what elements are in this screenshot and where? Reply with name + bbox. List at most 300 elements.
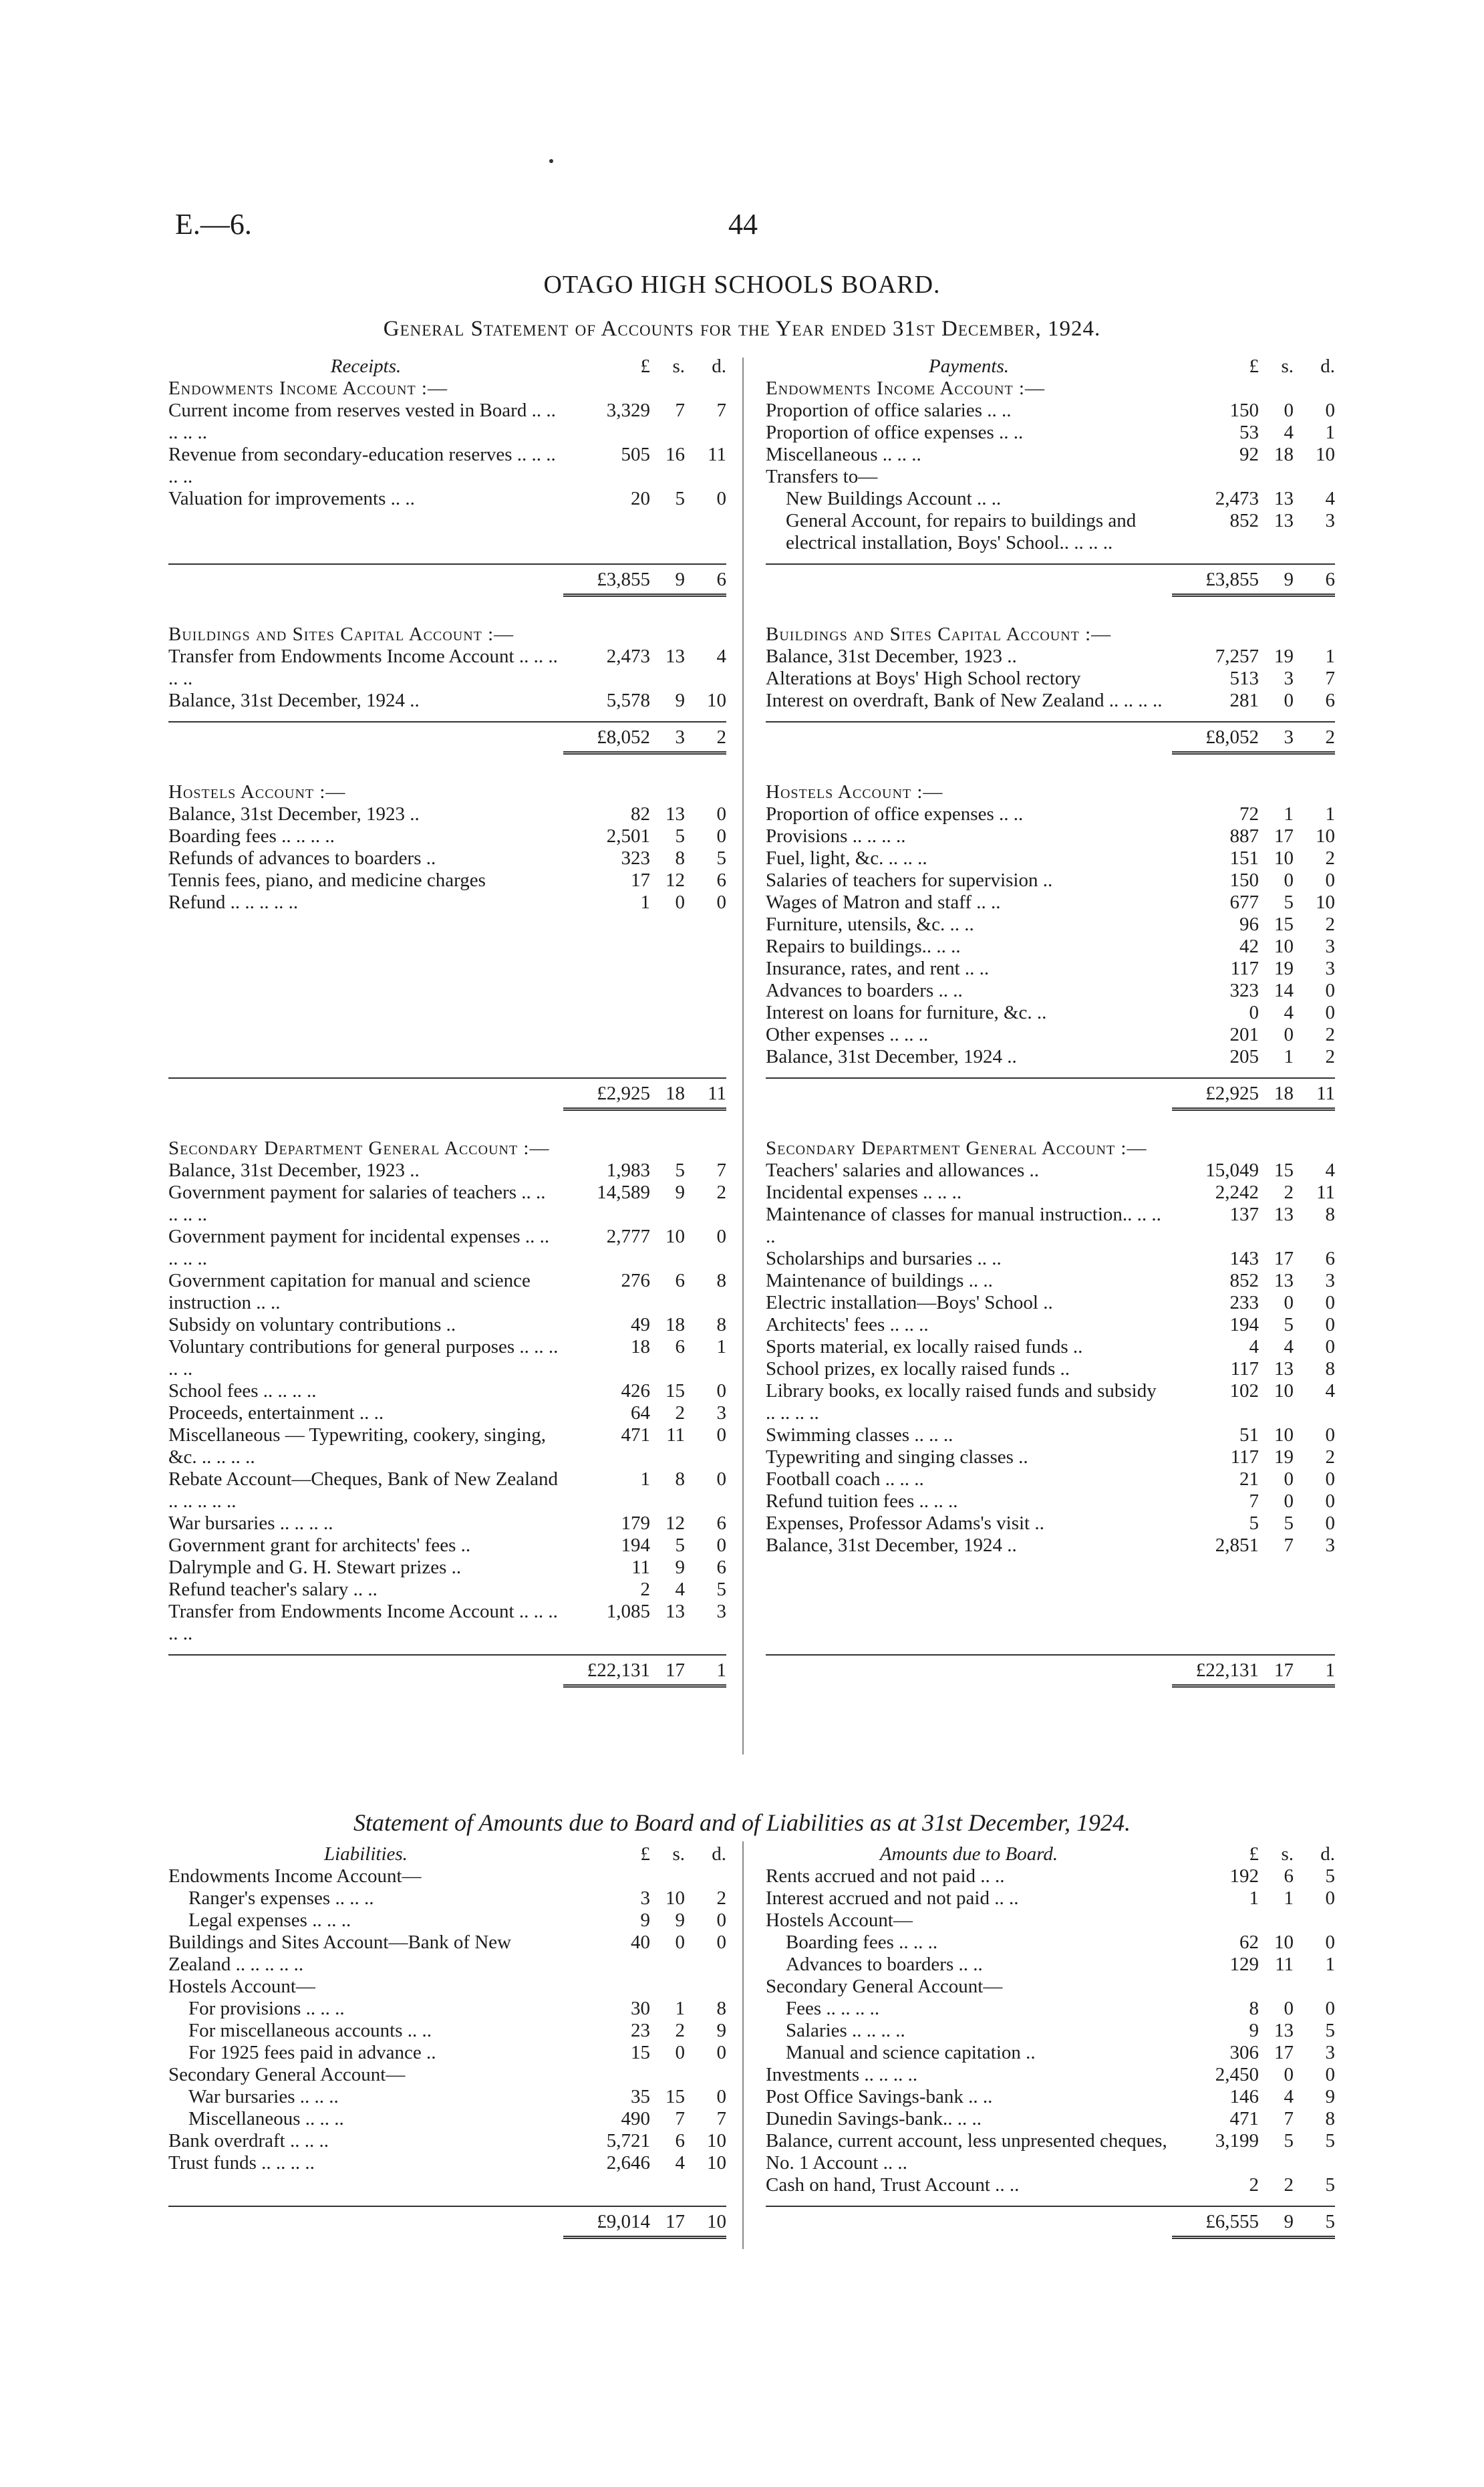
entry-amount	[1172, 466, 1335, 488]
ledger-row	[766, 690, 1335, 712]
entry-amount	[563, 444, 726, 488]
shillings-value: 2	[1284, 1182, 1294, 1203]
entry-label: Balance, 31st December, 1923 ..	[766, 646, 1017, 667]
shillings-value: 0	[1284, 1024, 1294, 1045]
ledger-row	[766, 1380, 1335, 1424]
ledger-row	[168, 1601, 726, 1645]
section-gap	[766, 597, 1335, 624]
entry-amount	[1172, 1270, 1335, 1292]
entry-label: Library books, ex locally raised funds and subsidy .. .. .. ..	[766, 1380, 1157, 1424]
total-pence: 10	[707, 2211, 726, 2232]
total-pence: 2	[716, 727, 726, 748]
pounds-value: 117	[1230, 958, 1259, 979]
entry-label: Proportion of office salaries .. ..	[766, 400, 1012, 421]
entry-amount	[563, 1160, 726, 1182]
section-total	[766, 721, 1335, 755]
pence-value: 0	[716, 2042, 726, 2063]
shillings-value: 5	[675, 825, 685, 847]
shillings-value	[1259, 466, 1294, 488]
pence-value: 7	[1325, 668, 1335, 689]
entry-amount	[1172, 690, 1335, 712]
pence-value: 0	[1325, 1468, 1335, 1490]
entry-label: Legal expenses .. .. ..	[188, 1910, 351, 1931]
entry-amount	[1172, 1248, 1335, 1270]
section-total	[766, 2206, 1335, 2239]
ledger-row	[168, 803, 726, 825]
entry-amount	[563, 690, 726, 712]
entry-amount	[1172, 1358, 1335, 1380]
total-pounds: £8,052	[1205, 727, 1259, 748]
pounds-value: 233	[1229, 1292, 1259, 1313]
shillings-value: 7	[675, 400, 685, 421]
ledger-row	[766, 1932, 1335, 1954]
total-pence: 6	[1325, 569, 1335, 590]
entry-label: For 1925 fees paid in advance ..	[188, 2042, 436, 2063]
shillings-heading: s.	[1281, 356, 1294, 377]
ledger-row	[168, 870, 726, 892]
pence-value: 10	[1316, 892, 1335, 913]
total-shillings: 9	[675, 569, 685, 590]
shillings-value: 3	[1284, 668, 1294, 689]
total-shillings: 3	[1284, 727, 1294, 748]
entry-label: Miscellaneous .. .. ..	[188, 2108, 344, 2129]
pounds-value: 5,578	[606, 690, 650, 711]
entry-amount	[1172, 2020, 1335, 2042]
ledger-row	[766, 2108, 1335, 2130]
pounds-value: 42	[1239, 936, 1259, 957]
total-pence: 11	[708, 1083, 726, 1104]
pounds-value	[563, 1865, 650, 1887]
shillings-value: 10	[665, 1226, 685, 1247]
ledger-row	[168, 1380, 726, 1402]
pounds-value: 5,721	[606, 2130, 650, 2151]
entry-label: Government capitation for manual and science instruction .. ..	[168, 1270, 531, 1313]
shillings-value: 8	[675, 1468, 685, 1490]
shillings-heading: s.	[1281, 1843, 1294, 1865]
pence-value: 6	[716, 1557, 726, 1578]
shillings-value: 13	[665, 1601, 685, 1622]
pounds-value: 72	[1239, 803, 1259, 825]
pounds-value	[563, 1976, 650, 1998]
entry-label: School fees .. .. .. ..	[168, 1380, 317, 1402]
shillings-value: 1	[1284, 1887, 1294, 1909]
ledger-row	[766, 847, 1335, 870]
entry-label: Balance, 31st December, 1924 ..	[168, 690, 420, 711]
entry-label: Transfer from Endowments Income Account .. .. .. .. ..	[168, 646, 558, 689]
shillings-value: 5	[1284, 1314, 1294, 1335]
entry-label: Investments .. .. .. ..	[766, 2064, 918, 2085]
pounds-value: 151	[1229, 847, 1259, 869]
pence-value: 6	[1325, 1248, 1335, 1269]
total-shillings: 9	[1284, 569, 1294, 590]
entry-label: Transfers to—	[766, 466, 878, 487]
pence-value: 10	[1316, 444, 1335, 465]
pence-value: 11	[1316, 1182, 1335, 1203]
entry-label: Typewriting and singing classes ..	[766, 1446, 1028, 1468]
receipts-column-header	[168, 356, 726, 378]
pence-value: 0	[716, 1910, 726, 1931]
total-amount	[563, 1660, 726, 1688]
pounds-value: 323	[1229, 980, 1259, 1001]
shillings-value: 10	[1274, 1932, 1294, 1953]
pounds-value: 137	[1229, 1204, 1259, 1225]
entry-amount	[563, 870, 726, 892]
pounds-value: 150	[1229, 870, 1259, 891]
entry-label: Advances to boarders .. ..	[766, 980, 963, 1001]
pence-value: 0	[716, 803, 726, 825]
shillings-value: 7	[675, 2108, 685, 2129]
entry-amount	[563, 2020, 726, 2042]
payments-column	[766, 356, 1335, 1714]
entry-label: Wages of Matron and staff .. ..	[766, 892, 1001, 913]
ledger-row	[168, 1336, 726, 1380]
pence-value	[685, 1976, 726, 1998]
pounds-value: 2,777	[606, 1226, 650, 1247]
pence-value: 0	[1325, 980, 1335, 1001]
shillings-value: 1	[1284, 1046, 1294, 1067]
total-shillings: 9	[1284, 2211, 1294, 2232]
ledger-row	[766, 1358, 1335, 1380]
pence-value	[685, 1865, 726, 1887]
entry-amount	[563, 1535, 726, 1557]
entry-label: Balance, 31st December, 1924 ..	[766, 1046, 1017, 1067]
shillings-value: 13	[1274, 510, 1294, 531]
section-gap	[168, 1688, 726, 1714]
pounds-heading: £	[1249, 356, 1259, 377]
entry-label: Other expenses .. .. ..	[766, 1024, 929, 1045]
entry-amount	[563, 1976, 726, 1998]
ledger-row	[766, 1535, 1335, 1557]
entry-amount	[1172, 1024, 1335, 1046]
entry-label: Refunds of advances to boarders ..	[168, 847, 436, 869]
shillings-value: 13	[1274, 1204, 1294, 1225]
entry-amount	[1172, 803, 1335, 825]
section-heading: Secondary Department General Account :—	[168, 1138, 550, 1159]
shillings-value: 11	[1275, 1954, 1294, 1975]
ledger-row	[766, 1887, 1335, 1910]
payments-section	[766, 624, 1335, 755]
shillings-value: 16	[665, 444, 685, 465]
total-spacer	[766, 727, 1172, 755]
shillings-value: 5	[1284, 892, 1294, 913]
ledger-row	[766, 1910, 1335, 1932]
ledger-row	[766, 1976, 1335, 1998]
shillings-value: 10	[1274, 936, 1294, 957]
pounds-value: 1	[640, 1468, 650, 1490]
pence-value: 0	[1325, 1513, 1335, 1534]
pence-value: 7	[716, 2108, 726, 2129]
pence-value: 5	[1325, 2174, 1335, 2196]
shillings-value: 0	[1284, 400, 1294, 421]
entry-amount	[563, 1557, 726, 1579]
pounds-value: 2,646	[606, 2152, 650, 2174]
ledger-row	[766, 1182, 1335, 1204]
pence-value: 0	[716, 1932, 726, 1953]
pounds-value: 513	[1229, 668, 1259, 689]
ledger-row	[766, 1314, 1335, 1336]
entry-amount	[1172, 444, 1335, 466]
entry-amount	[1172, 870, 1335, 892]
shillings-value: 1	[675, 1998, 685, 2019]
pence-value: 1	[1325, 422, 1335, 443]
payments-sections	[766, 378, 1335, 1714]
payments-heading: Payments.	[929, 356, 1009, 377]
shillings-value: 0	[1284, 2064, 1294, 2085]
section-heading: Buildings and Sites Capital Account :—	[168, 624, 514, 645]
shillings-value: 9	[675, 1557, 685, 1578]
entry-amount	[563, 803, 726, 825]
pounds-value	[1172, 466, 1259, 488]
entry-label: Boarding fees .. .. .. ..	[168, 825, 335, 847]
total-spacer	[766, 1660, 1172, 1688]
entry-label: Proportion of office expenses .. ..	[766, 422, 1024, 443]
pounds-value: 2,450	[1215, 2064, 1259, 2085]
document-title: OTAGO HIGH SCHOOLS BOARD.	[543, 271, 941, 299]
pounds-heading: £	[1249, 1843, 1259, 1865]
entry-amount	[563, 1579, 726, 1601]
entry-label: Revenue from secondary-education reserves .. .. .. .. ..	[168, 444, 556, 487]
pounds-value: 15,049	[1205, 1160, 1259, 1181]
pence-value: 0	[716, 2086, 726, 2107]
pence-value: 8	[716, 1998, 726, 2019]
ledger-row	[168, 2086, 726, 2108]
shillings-value: 0	[1284, 1490, 1294, 1512]
shillings-value: 4	[1284, 422, 1294, 443]
entry-amount	[1172, 936, 1335, 958]
pence-value: 6	[716, 1513, 726, 1534]
pence-value: 0	[716, 892, 726, 913]
pence-value: 3	[1325, 958, 1335, 979]
section-total	[766, 1654, 1335, 1688]
shillings-value: 4	[675, 1579, 685, 1600]
total-pounds: £3,855	[597, 569, 650, 590]
entry-amount	[1172, 892, 1335, 914]
entry-label: Maintenance of buildings .. ..	[766, 1270, 993, 1291]
entry-label: Cash on hand, Trust Account .. ..	[766, 2174, 1020, 2196]
shillings-value	[650, 1976, 685, 1998]
document-subtitle: General Statement of Accounts for the Year ended 31st December, 1924.	[383, 317, 1101, 341]
ledger-row	[168, 1910, 726, 1932]
entry-amount	[563, 1468, 726, 1513]
pounds-value: 426	[621, 1380, 650, 1402]
entry-label: Interest accrued and not paid .. ..	[766, 1887, 1019, 1909]
shillings-value: 7	[1284, 1535, 1294, 1556]
pence-value: 0	[1325, 1998, 1335, 2019]
entry-amount	[563, 2152, 726, 2174]
total-spacer	[168, 569, 563, 597]
entry-label: New Buildings Account .. ..	[786, 488, 1002, 509]
receipts-column	[168, 356, 726, 1714]
ledger-row	[766, 2130, 1335, 2174]
pence-value: 0	[1325, 1336, 1335, 1357]
entry-amount	[563, 1336, 726, 1380]
entry-amount	[1172, 668, 1335, 690]
amounts-due-heading: Amounts due to Board.	[879, 1843, 1058, 1865]
entry-label: Government payment for salaries of teachers .. .. .. .. ..	[168, 1182, 546, 1225]
pence-value	[1294, 1976, 1335, 1998]
entry-label: Interest on overdraft, Bank of New Zealand .. .. .. ..	[766, 690, 1163, 711]
pounds-value: 179	[621, 1513, 650, 1534]
pence-value: 0	[1325, 2064, 1335, 2085]
ledger-row	[766, 1292, 1335, 1314]
entry-amount	[1172, 1468, 1335, 1490]
ledger-row	[766, 1998, 1335, 2020]
liabilities-column	[168, 1843, 726, 2239]
pounds-value: 143	[1229, 1248, 1259, 1269]
entry-label: Balance, 31st December, 1924 ..	[766, 1535, 1017, 1556]
entry-amount	[1172, 1380, 1335, 1424]
ledger-row	[766, 400, 1335, 422]
pounds-value: 0	[1249, 1002, 1259, 1023]
shillings-value: 0	[675, 1932, 685, 1953]
pence-value: 7	[716, 1160, 726, 1181]
shillings-value: 1	[1284, 803, 1294, 825]
pounds-value: 852	[1229, 510, 1259, 531]
shillings-value: 9	[675, 690, 685, 711]
entry-label: Refund tuition fees .. .. ..	[766, 1490, 958, 1512]
pence-value	[685, 2064, 726, 2086]
payments-section	[766, 1138, 1335, 1688]
pence-value: 3	[1325, 510, 1335, 531]
pounds-value: 15	[631, 2042, 650, 2063]
shillings-value: 10	[665, 1887, 685, 1909]
entry-label: Boarding fees .. .. ..	[786, 1932, 938, 1953]
ledger-row	[766, 1490, 1335, 1513]
pounds-value: 2	[1249, 2174, 1259, 2196]
ledger-row	[766, 2174, 1335, 2196]
entry-amount	[1172, 1046, 1335, 1068]
ledger-row	[168, 1998, 726, 2020]
pence-value: 0	[1325, 1292, 1335, 1313]
entry-label: Current income from reserves vested in Board .. .. .. .. ..	[168, 400, 556, 443]
ledger-row	[766, 870, 1335, 892]
pence-value: 8	[716, 1270, 726, 1291]
entry-label: Miscellaneous — Typewriting, cookery, singing, &c. .. .. .. ..	[168, 1424, 546, 1468]
pounds-value: 505	[621, 444, 650, 465]
liabilities-heading: Liabilities.	[324, 1843, 408, 1865]
receipts-section	[168, 378, 726, 597]
entry-label: Secondary General Account—	[766, 1976, 1003, 1997]
shillings-value: 14	[1274, 980, 1294, 1001]
entry-amount	[1172, 958, 1335, 980]
entry-label: Proportion of office expenses .. ..	[766, 803, 1024, 825]
pounds-value: 306	[1229, 2042, 1259, 2063]
ledger-row	[168, 1579, 726, 1601]
receipts-heading: Receipts.	[330, 356, 402, 377]
ledger-row	[766, 488, 1335, 510]
entry-amount	[563, 1865, 726, 1887]
ink-speck	[549, 159, 553, 163]
pence-value: 3	[1325, 1270, 1335, 1291]
pounds-value: 51	[1239, 1424, 1259, 1446]
shillings-heading: s.	[672, 356, 685, 377]
pounds-value: 20	[631, 488, 650, 509]
pounds-heading: £	[640, 1843, 650, 1865]
total-amount	[1172, 2211, 1335, 2239]
total-spacer	[766, 2211, 1172, 2239]
pence-value: 3	[716, 1402, 726, 1424]
entry-label: Refund .. .. .. .. ..	[168, 892, 299, 913]
pence-value: 9	[716, 2020, 726, 2041]
total-spacer	[168, 1083, 563, 1111]
ledger-row	[168, 847, 726, 870]
shillings-value: 2	[1284, 2174, 1294, 2196]
ledger-row	[766, 1865, 1335, 1887]
total-pounds: £2,925	[597, 1083, 650, 1104]
shillings-value: 13	[1274, 1270, 1294, 1291]
ledger-row	[168, 1932, 726, 1976]
pounds-value: 194	[621, 1535, 650, 1556]
entry-amount	[1172, 1182, 1335, 1204]
entry-amount	[563, 1513, 726, 1535]
entry-label: Secondary General Account—	[168, 2064, 406, 2085]
pounds-value: 3,329	[606, 400, 650, 421]
ledger-row	[766, 1160, 1335, 1182]
entry-amount	[563, 2086, 726, 2108]
ledger-row	[168, 1160, 726, 1182]
pence-value: 6	[716, 870, 726, 891]
entry-label: Dalrymple and G. H. Stewart prizes ..	[168, 1557, 462, 1578]
pounds-value: 2,473	[606, 646, 650, 667]
entry-label: School prizes, ex locally raised funds ..	[766, 1358, 1070, 1380]
section-gap	[168, 1111, 726, 1138]
entry-amount	[1172, 2108, 1335, 2130]
entry-label: Repairs to buildings.. .. ..	[766, 936, 961, 957]
shillings-value: 13	[1274, 1358, 1294, 1380]
pence-value: 2	[1325, 1446, 1335, 1468]
entry-label: Balance, 31st December, 1923 ..	[168, 1160, 420, 1181]
pounds-value: 490	[621, 2108, 650, 2129]
entry-amount	[1172, 510, 1335, 554]
entry-label: Hostels Account—	[766, 1910, 913, 1931]
pence-value: 0	[1325, 1002, 1335, 1023]
pence-value: 2	[1325, 914, 1335, 935]
pounds-value: 201	[1229, 1024, 1259, 1045]
ledger-row	[766, 422, 1335, 444]
entry-amount	[1172, 1932, 1335, 1954]
pence-value: 2	[716, 1182, 726, 1203]
pounds-value: 64	[631, 1402, 650, 1424]
entry-label: For miscellaneous accounts .. ..	[188, 2020, 432, 2041]
pence-value: 3	[1325, 936, 1335, 957]
pence-value: 1	[1325, 1954, 1335, 1975]
shillings-value: 6	[675, 2130, 685, 2151]
entry-amount	[1172, 914, 1335, 936]
entry-amount	[1172, 1865, 1335, 1887]
pounds-value: 471	[621, 1424, 650, 1446]
section-total	[168, 563, 726, 597]
ledger-row	[168, 825, 726, 847]
entry-label: Alterations at Boys' High School rectory	[766, 668, 1081, 689]
entry-label: General Account, for repairs to buildings and electrical installation, Boys' School.. .. .. ..	[786, 510, 1137, 553]
ledger-row	[766, 1046, 1335, 1068]
entry-amount	[563, 1601, 726, 1645]
entry-label: Transfer from Endowments Income Account .. .. .. .. ..	[168, 1601, 558, 1644]
pence-value: 0	[716, 488, 726, 509]
pounds-value: 1	[1249, 1887, 1259, 1909]
pounds-value: 40	[631, 1932, 650, 1953]
ledger-row	[168, 2130, 726, 2152]
shillings-value: 15	[665, 2086, 685, 2107]
pounds-value: 30	[631, 1998, 650, 2019]
pounds-value: 96	[1239, 914, 1259, 935]
pence-value: 8	[1325, 1204, 1335, 1225]
entry-amount	[1172, 1424, 1335, 1446]
ledger-row	[168, 690, 726, 712]
ledger-row	[168, 1226, 726, 1270]
entry-label: Post Office Savings-bank .. ..	[766, 2086, 993, 2107]
entry-amount	[563, 825, 726, 847]
